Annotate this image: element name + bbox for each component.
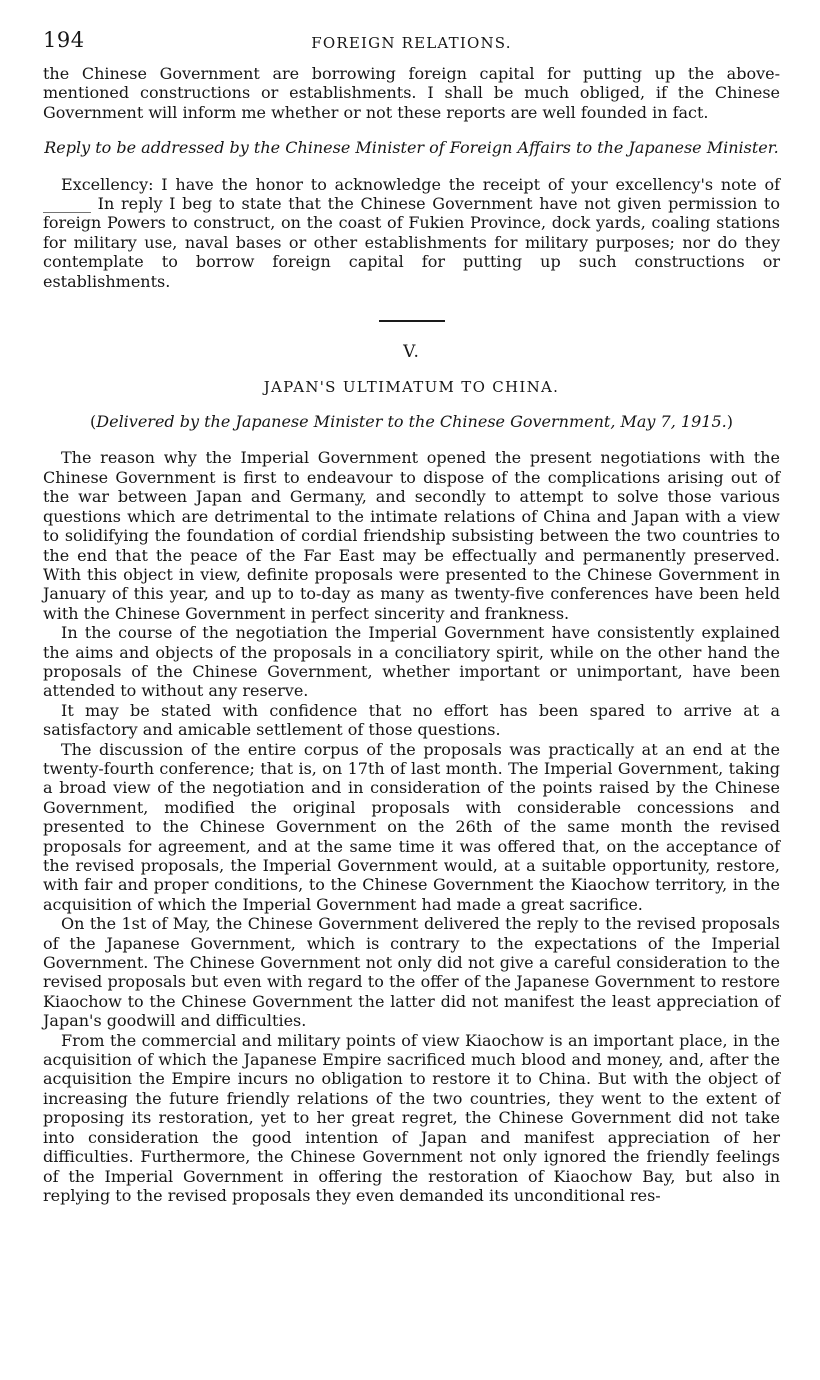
page-number: 194 — [43, 28, 85, 52]
ultimatum-paragraph: The reason why the Imperial Government opened the present negotiations with the Chinese Government is first to endeavour to dispose of the complications arising out of the war between Japan and Germany, and secondly to attempt to solve those various questions which are detrimental to the intimate relations of China and Japan with a view to solidifying the foundation of cordial friendship subsisting between the two countries to the end that the peace of the Far East may be effectually and permanently preserved. With this object in view, definite proposals were presented to the Chinese Government in January of this year, and up to to-day as many as twenty-five conferences have been held with the Chinese Government in perfect sincerity and frankness. — [43, 448, 780, 623]
reply-heading: Reply to be addressed by the Chinese Minister of Foreign Affairs to the Japanese Minister. — [44, 138, 779, 158]
section-numeral: V. — [403, 342, 420, 363]
running-title: FOREIGN RELATIONS. — [311, 34, 512, 52]
ultimatum-paragraph: On the 1st of May, the Chinese Government delivered the reply to the revised proposals of the Japanese Government, which is contrary to the expectations of the Imperial Government. The Chinese Government not only did not give a careful consideration to the revised proposals but even with regard to the offer of the Japanese Government to restore Kiaochow to the Chinese Government the latter did not manifest the least appreciation of Japan's goodwill and difficulties. — [43, 914, 780, 1031]
ultimatum-paragraph: In the course of the negotiation the Imperial Government have consistently explained the aims and objects of the proposals in a conciliatory spirit, while on the other hand the proposals of the Chinese Government, whether important or unimportant, have been attended to without any reserve. — [43, 623, 780, 701]
ultimatum-paragraph: From the commercial and military points of view Kiaochow is an important place, in the acquisition of which the Japanese Empire sacrificed much blood and money, and, after the acquisition the Empire incurs no obligation to restore it to China. But with the object of increasing the future friendly relations of the two countries, they went to the extent of proposing its restoration, yet to her great regret, the Chinese Government did not take into consideration the good intention of Japan and manifest appreciation of her difficulties. Furthermore, the Chinese Government not only ignored the friendly feelings of the Imperial Government in offering the restoration of Kiaochow Bay, but also in replying to the revised proposals they even demanded its unconditional res- — [43, 1030, 780, 1205]
reply-body: Excellency: I have the honor to acknowledge the receipt of your excellency's note of ______ In reply I beg to state that the Chinese Government have not given permission to foreign Powers to construct, on the coast of Fukien Province, dock yards, coaling stations for military use, naval bases or other establishments for military purposes; nor do they contemplate to borrow foreign capital for putting up such constructions or establishments. — [43, 174, 780, 291]
section-title: JAPAN'S ULTIMATUM TO CHINA. — [263, 378, 560, 397]
delivery-note — [43, 412, 780, 431]
ultimatum-paragraph: The discussion of the entire corpus of the proposals was practically at an end at the twenty-fourth conference; that is, on 17th of last month. The Imperial Government, taking a broad view of the negotiation and in consideration of the points raised by the Chinese Government, modified the original proposals with considerable concessions and presented to the Chinese Government on the 26th of the same month the revised proposals for agreement, and at the same time it was offered that, on the acceptance of the revised proposals, the Imperial Government would, at a suitable opportunity, restore, with fair and proper conditions, to the Chinese Government the Kiaochow territory, in the acquisition of which the Imperial Government had made a great sacrifice. — [43, 739, 780, 914]
ultimatum-paragraph: It may be stated with confidence that no effort has been spared to arrive at a satisfactory and amicable settlement of those questions. — [43, 700, 780, 740]
running-head — [43, 22, 780, 56]
continuation-paragraph: the Chinese Government are borrowing foreign capital for putting up the above-mentioned constructions or establishments. I shall be much obliged, if the Chinese Government will inform me whether or not these reports are well founded in fact. — [43, 64, 780, 122]
delivery-note-close: ) — [726, 412, 733, 432]
delivery-note-open: ( — [90, 412, 97, 432]
section-divider — [379, 320, 445, 322]
document-page — [43, 22, 780, 1205]
delivery-note-text: Delivered by the Japanese Minister to the Chinese Government, May 7, 1915. — [96, 412, 727, 432]
